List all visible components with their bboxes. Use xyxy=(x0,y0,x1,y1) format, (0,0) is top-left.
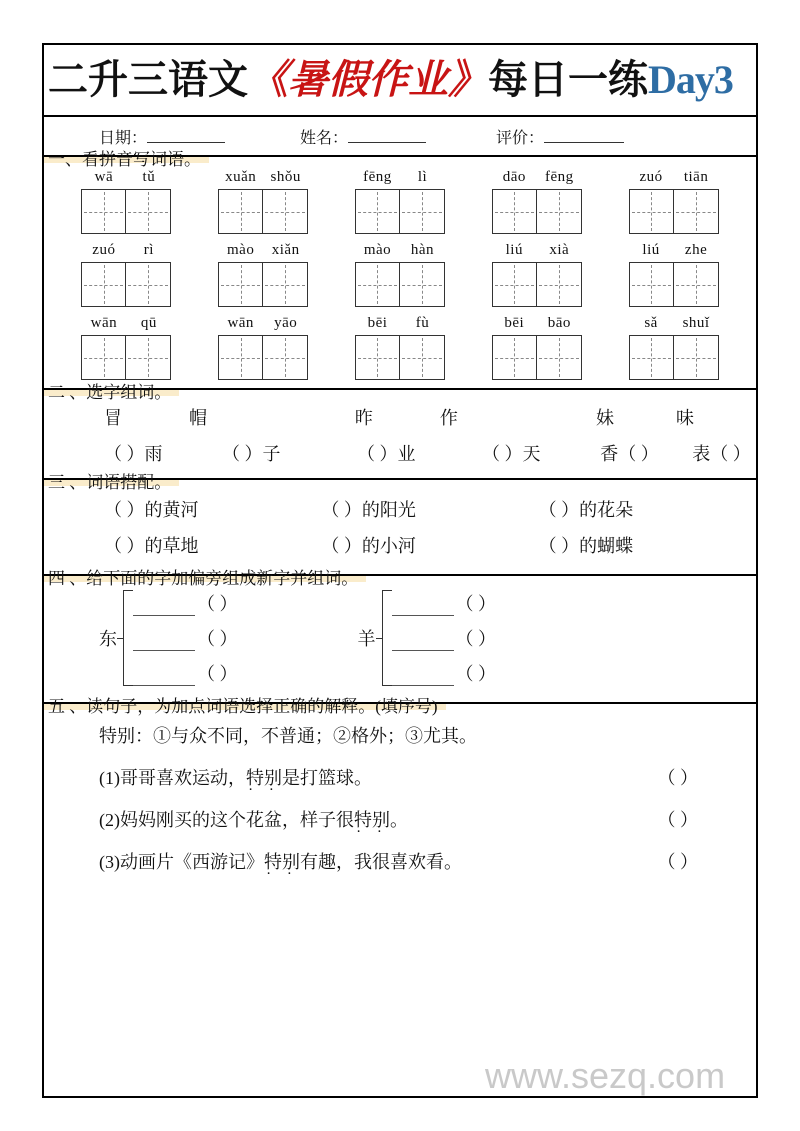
pinyin-label: liú zhe xyxy=(642,242,708,258)
tianzige-cell[interactable] xyxy=(126,262,171,307)
section-5-body xyxy=(44,722,756,886)
collocation-row xyxy=(44,532,756,558)
site-watermark: www.sezq.com xyxy=(485,1055,726,1096)
tianzige-cell[interactable] xyxy=(537,262,582,307)
radical-write-blank[interactable] xyxy=(133,668,195,686)
tianzige-cell[interactable] xyxy=(263,189,308,234)
question-text xyxy=(99,848,462,874)
radical-word-blank[interactable]: （ ） xyxy=(455,594,496,614)
radical-write-blank[interactable] xyxy=(392,633,454,651)
radical-word-blank[interactable]: （ ） xyxy=(197,629,238,649)
section-2-heading-wrap xyxy=(44,383,756,402)
pinyin-item[interactable] xyxy=(629,315,719,380)
radical-line[interactable] xyxy=(392,660,497,686)
radical-bracket-icon xyxy=(382,590,392,686)
question-pre: 哥哥喜欢运动， xyxy=(120,768,246,788)
pinyin-row-2 xyxy=(44,236,756,309)
char-option: 昨 xyxy=(354,408,373,428)
radical-line[interactable] xyxy=(133,590,238,616)
char-option: 作 xyxy=(439,408,458,428)
radical-write-blank[interactable] xyxy=(392,598,454,616)
date-field[interactable] xyxy=(99,125,225,148)
char-option: 帽 xyxy=(189,408,207,428)
answer-blank[interactable]: （ ） xyxy=(657,852,698,872)
title-part-daily: 每日一练 xyxy=(488,57,648,102)
question-keyword: 特别 · · xyxy=(264,852,300,872)
section-3-body xyxy=(44,496,756,574)
tianzige-pair[interactable] xyxy=(81,262,171,307)
char-blank[interactable]: 表（ ） xyxy=(692,444,751,464)
pinyin-label: dāo fēng xyxy=(502,169,574,185)
char-option-group xyxy=(596,404,756,430)
collocation-item[interactable]: （ ）的草地 xyxy=(104,536,199,556)
question-text xyxy=(99,806,408,832)
page-title xyxy=(48,57,733,102)
name-field[interactable] xyxy=(300,125,426,148)
pinyin-label: wān qū xyxy=(90,315,157,331)
char-option: 妹 xyxy=(596,408,614,428)
radical-groups xyxy=(44,582,756,696)
tianzige-pair[interactable] xyxy=(355,335,445,380)
collocation-item[interactable]: （ ）的蝴蝶 xyxy=(538,536,634,556)
tianzige-cell[interactable] xyxy=(492,189,537,234)
tianzige-pair[interactable] xyxy=(218,262,308,307)
char-blank[interactable]: （ ）天 xyxy=(482,444,541,464)
evaluation-label: 评价： xyxy=(496,129,545,147)
name-blank[interactable] xyxy=(348,127,426,143)
tianzige-cell[interactable] xyxy=(263,335,308,380)
section-add-radical xyxy=(44,569,756,704)
section-pinyin-writing xyxy=(44,150,756,390)
tianzige-pair[interactable] xyxy=(492,189,582,234)
collocation-item[interactable]: （ ）的花朵 xyxy=(538,500,634,520)
tianzige-pair[interactable] xyxy=(218,189,308,234)
worksheet-frame xyxy=(42,43,758,1098)
radical-base-char: 羊 xyxy=(357,629,376,649)
tianzige-cell[interactable] xyxy=(674,262,719,307)
tianzige-cell[interactable] xyxy=(218,335,263,380)
tianzige-pair[interactable] xyxy=(492,335,582,380)
name-label: 姓名： xyxy=(300,129,349,147)
section-4-body xyxy=(44,582,756,702)
pinyin-item[interactable] xyxy=(81,242,171,307)
radical-line-list xyxy=(133,590,238,686)
date-label: 日期： xyxy=(99,129,148,147)
question-pre: 妈妈刚买的这个花盆，样子很 xyxy=(120,810,354,830)
radical-write-blank[interactable] xyxy=(133,598,195,616)
section-5-heading: 五 、读句子，为加点词语选择正确的解释。(填序号) xyxy=(44,704,446,710)
tianzige-cell[interactable] xyxy=(263,262,308,307)
radical-line[interactable] xyxy=(133,625,238,651)
radical-line-list xyxy=(392,590,497,686)
tianzige-cell[interactable] xyxy=(81,335,126,380)
tianzige-cell[interactable] xyxy=(355,262,400,307)
tianzige-cell[interactable] xyxy=(492,335,537,380)
tianzige-pair[interactable] xyxy=(629,262,719,307)
radical-word-blank[interactable]: （ ） xyxy=(455,664,496,684)
radical-bracket-icon xyxy=(123,590,133,686)
pinyin-item[interactable] xyxy=(355,315,445,380)
question-number: (3) xyxy=(99,852,120,872)
question-keyword: 特别 · · xyxy=(354,810,390,830)
radical-word-blank[interactable]: （ ） xyxy=(197,594,238,614)
pinyin-label: bēi bāo xyxy=(504,315,571,331)
collocation-item[interactable]: （ ）的小河 xyxy=(321,536,416,556)
tianzige-cell[interactable] xyxy=(355,335,400,380)
pinyin-label: fēng lì xyxy=(363,169,428,185)
reading-question xyxy=(44,848,756,874)
radical-line[interactable] xyxy=(392,625,497,651)
char-blank[interactable]: （ ）业 xyxy=(357,444,416,464)
question-post: 有趣，我很喜欢看。 xyxy=(300,852,462,872)
question-number: (1) xyxy=(99,768,120,788)
char-blank[interactable]: （ ）子 xyxy=(222,444,281,464)
pinyin-item[interactable] xyxy=(355,242,445,307)
section-2-body xyxy=(44,404,756,478)
pinyin-item[interactable] xyxy=(81,169,171,234)
title-part-book: 《暑假作业》 xyxy=(248,57,488,102)
section-1-body xyxy=(44,163,756,388)
title-part-grade: 二升三语文 xyxy=(48,57,248,102)
tianzige-cell[interactable] xyxy=(537,189,582,234)
tianzige-cell[interactable] xyxy=(537,335,582,380)
section-reading-comprehension xyxy=(44,697,756,886)
pinyin-item[interactable] xyxy=(629,169,719,234)
radical-group xyxy=(99,590,238,686)
tianzige-pair[interactable] xyxy=(81,189,171,234)
pinyin-label: zuó tiān xyxy=(639,169,709,185)
section-2-heading: 二 、选字组词。 xyxy=(44,390,179,396)
question-text xyxy=(99,764,372,790)
collocation-item[interactable]: （ ）的阳光 xyxy=(321,500,416,520)
tianzige-pair[interactable] xyxy=(629,335,719,380)
pinyin-item[interactable] xyxy=(355,169,445,234)
word-definition: 特别：①与众不同，不普通；②格外；③尤其。 xyxy=(99,726,477,746)
answer-blank[interactable]: （ ） xyxy=(657,810,698,830)
tianzige-cell[interactable] xyxy=(218,189,263,234)
section-4-heading: 四 、给下面的字加偏旁组成新字并组词。 xyxy=(44,576,366,582)
char-blank-group xyxy=(600,440,756,466)
reading-question xyxy=(44,806,756,832)
pinyin-label: mào hàn xyxy=(363,242,435,258)
reading-question xyxy=(44,764,756,790)
choose-character-blanks-row xyxy=(44,440,756,466)
char-option-group xyxy=(104,404,355,430)
section-word-collocation xyxy=(44,473,756,576)
tianzige-pair[interactable] xyxy=(355,189,445,234)
evaluation-field[interactable] xyxy=(496,125,624,148)
tianzige-pair[interactable] xyxy=(218,335,308,380)
radical-line[interactable] xyxy=(392,590,497,616)
radical-write-blank[interactable] xyxy=(133,633,195,651)
pinyin-item[interactable] xyxy=(218,169,308,234)
tianzige-pair[interactable] xyxy=(629,189,719,234)
date-blank[interactable] xyxy=(147,127,225,143)
tianzige-cell[interactable] xyxy=(355,189,400,234)
tianzige-cell[interactable] xyxy=(126,189,171,234)
evaluation-blank[interactable] xyxy=(544,127,624,143)
tianzige-cell[interactable] xyxy=(126,335,171,380)
pinyin-label: wān yāo xyxy=(227,315,298,331)
char-option: 冒 xyxy=(104,408,122,428)
char-blank-group xyxy=(357,440,600,466)
pinyin-label: liú xià xyxy=(505,242,570,258)
tianzige-cell[interactable] xyxy=(629,262,674,307)
tianzige-pair[interactable] xyxy=(355,262,445,307)
pinyin-item[interactable] xyxy=(492,315,582,380)
answer-blank[interactable]: （ ） xyxy=(657,768,698,788)
pinyin-label: bēi fù xyxy=(367,315,430,331)
section-3-heading-wrap xyxy=(44,473,756,492)
pinyin-item[interactable] xyxy=(218,315,308,380)
tianzige-cell[interactable] xyxy=(492,262,537,307)
question-pre: 动画片《西游记》 xyxy=(120,852,264,872)
pinyin-item[interactable] xyxy=(81,315,171,380)
section-5-heading-wrap xyxy=(44,697,756,716)
tianzige-cell[interactable] xyxy=(400,189,445,234)
char-option-group xyxy=(355,404,596,430)
tianzige-pair[interactable] xyxy=(81,335,171,380)
section-3-heading: 三 、词语搭配。 xyxy=(44,480,179,486)
tianzige-cell[interactable] xyxy=(674,335,719,380)
choose-character-options-row xyxy=(44,404,756,430)
tianzige-cell[interactable] xyxy=(629,189,674,234)
tianzige-cell[interactable] xyxy=(400,262,445,307)
tianzige-pair[interactable] xyxy=(492,262,582,307)
radical-line[interactable] xyxy=(133,660,238,686)
radical-word-blank[interactable]: （ ） xyxy=(455,629,496,649)
pinyin-label: xuǎn shǒu xyxy=(225,169,301,185)
pinyin-label: wā tǔ xyxy=(94,169,156,185)
char-blank[interactable]: 香（ ） xyxy=(600,444,659,464)
pinyin-item[interactable] xyxy=(492,242,582,307)
question-number: (2) xyxy=(99,810,120,830)
question-post: 。 xyxy=(390,810,408,830)
radical-base-char: 东 xyxy=(99,629,117,649)
char-option: 味 xyxy=(676,408,694,428)
tianzige-cell[interactable] xyxy=(81,189,126,234)
pinyin-item[interactable] xyxy=(629,242,719,307)
section-choose-character xyxy=(44,383,756,480)
pinyin-label: zuó rì xyxy=(92,242,154,258)
tianzige-cell[interactable] xyxy=(400,335,445,380)
pinyin-label: sǎ shuǐ xyxy=(644,315,710,331)
tianzige-cell[interactable] xyxy=(629,335,674,380)
radical-write-blank[interactable] xyxy=(392,668,454,686)
radical-word-blank[interactable]: （ ） xyxy=(197,664,238,684)
pinyin-row-3 xyxy=(44,309,756,382)
tianzige-cell[interactable] xyxy=(674,189,719,234)
tianzige-cell[interactable] xyxy=(218,262,263,307)
title-part-day: Day3 xyxy=(648,57,733,102)
pinyin-row-1 xyxy=(44,163,756,236)
section-1-heading: 一、看拼音写词语。 xyxy=(44,157,209,163)
char-blank[interactable]: （ ）雨 xyxy=(104,444,163,464)
pinyin-item[interactable] xyxy=(218,242,308,307)
question-keyword: 特别 · · xyxy=(246,768,282,788)
char-blank-group xyxy=(104,440,357,466)
collocation-row xyxy=(44,496,756,522)
tianzige-cell[interactable] xyxy=(81,262,126,307)
pinyin-item[interactable] xyxy=(492,169,582,234)
title-bar xyxy=(44,45,756,117)
pinyin-label: mào xiǎn xyxy=(227,242,300,258)
radical-group xyxy=(358,590,497,686)
collocation-item[interactable]: （ ）的黄河 xyxy=(104,500,199,520)
question-post: 是打篮球。 xyxy=(282,768,372,788)
